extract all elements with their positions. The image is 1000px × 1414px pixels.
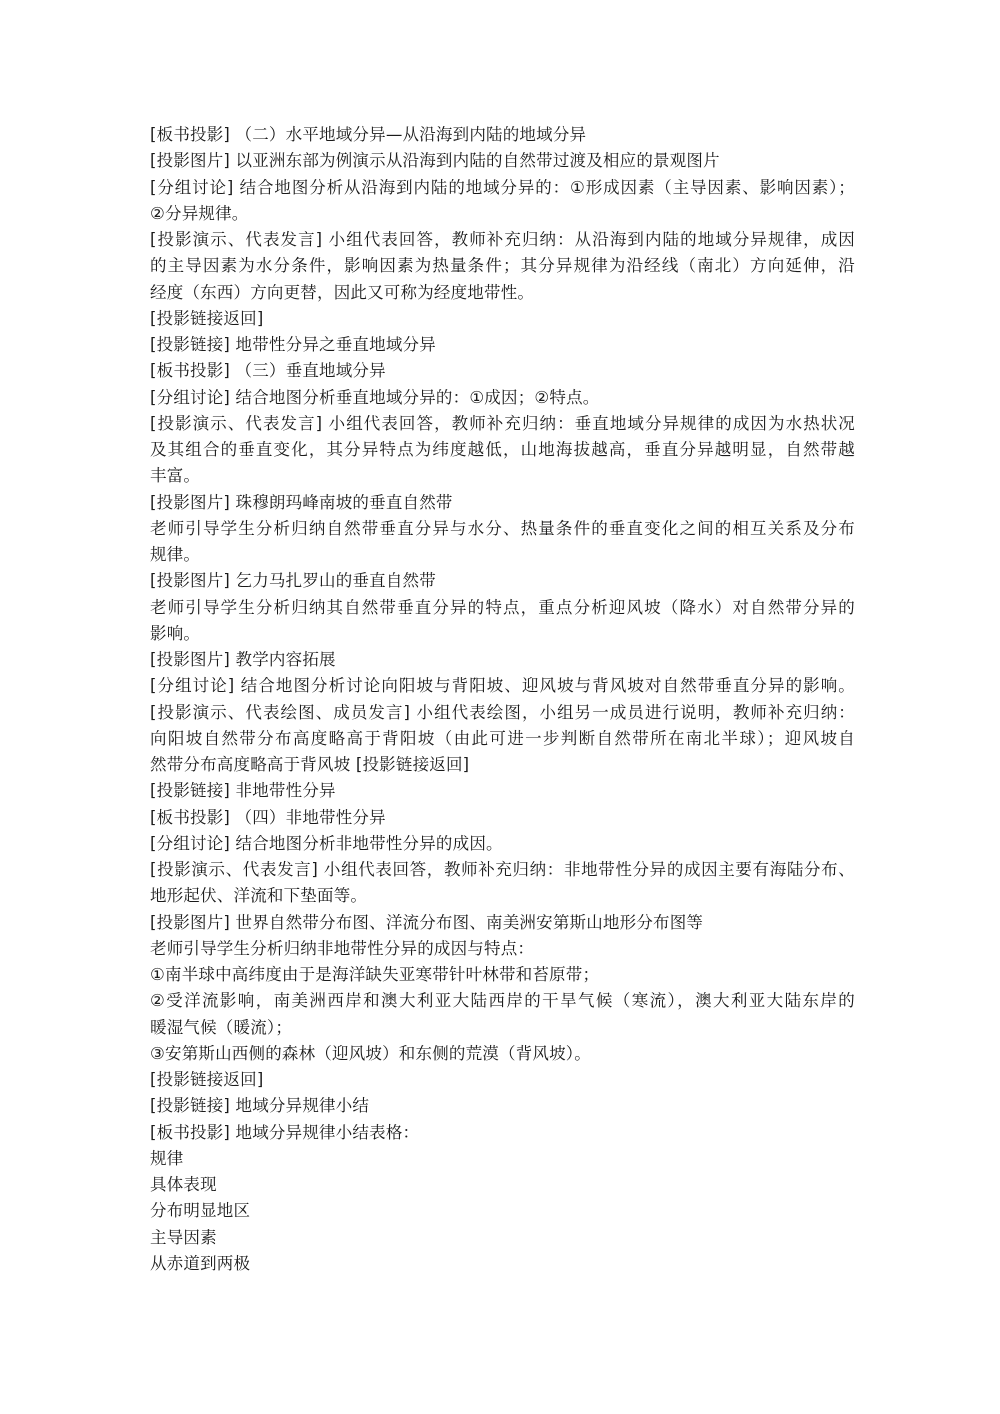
text-line: [投影演示、代表发言] 小组代表回答，教师补充归纳：垂直地域分异规律的成因为水热状况 [150,413,855,433]
text-line: [投影演示、代表发言] 小组代表回答，教师补充归纳：非地带性分异的成因主要有海陆分布、 [150,860,855,879]
text-line: [板书投影] 地域分异规律小结表格： [150,1122,420,1142]
text-line: [投影图片] 珠穆朗玛峰南坡的垂直自然带 [150,492,453,512]
text-line: 老师引导学生分析归纳其自然带垂直分异的特点，重点分析迎风坡（降水）对自然带分异的 [150,597,855,617]
text-line: [投影图片] 世界自然带分布图、洋流分布图、南美洲安第斯山地形分布图等 [150,912,704,932]
text-line: [分组讨论] 结合地图分析非地带性分异的成因。 [150,833,503,853]
text-line: [分组讨论] 结合地图分析垂直地域分异的：①成因；②特点。 [150,387,600,407]
text-line: 老师引导学生分析归纳非地带性分异的成因与特点： [150,938,535,958]
text-line: 老师引导学生分析归纳自然带垂直分异与水分、热量条件的垂直变化之间的相互关系及分布 [150,518,855,538]
text-line: [投影链接] 地带性分异之垂直地域分异 [150,335,436,354]
text-line: [板书投影] （三）垂直地域分异 [150,361,386,381]
text-line: 向阳坡自然带分布高度略高于背阳坡（由此可进一步判断自然带所在南北半球）；迎风坡自 [150,728,855,748]
text-line: [投影演示、代表绘图、成员发言] 小组代表绘图，小组另一成员进行说明，教师补充归纳： [150,702,855,722]
text-line: ①南半球中高纬度由于是海洋缺失亚寒带针叶林带和苔原带； [150,965,600,984]
text-line: [分组讨论] 结合地图分析从沿海到内陆的地域分异的：①形成因素（主导因素、影响因素）； [150,177,855,197]
text-line: [投影图片] 乞力马扎罗山的垂直自然带 [150,571,436,591]
text-line: 规律。 [150,545,201,564]
table-header-cell: 具体表现 [150,1175,217,1194]
document-body [150,122,855,1277]
table-cell: 从赤道到两极 [150,1253,251,1273]
text-line: 然带分布高度略高于背风坡 [投影链接返回] [150,755,470,774]
text-line: [投影图片] 教学内容拓展 [150,650,336,669]
text-line: 的主导因素为水分条件，影响因素为热量条件；其分异规律为沿经线（南北）方向延伸，沿 [150,256,855,276]
text-line: [投影链接] 地域分异规律小结 [150,1096,370,1116]
table-header-cell: 主导因素 [150,1227,217,1247]
text-line: [投影演示、代表发言] 小组代表回答，教师补充归纳：从沿海到内陆的地域分异规律，成因 [150,230,855,249]
table-header-cell: 分布明显地区 [150,1201,251,1221]
text-line: 及其组合的垂直变化，其分异特点为纬度越低，山地海拔越高，垂直分异越明显，自然带越 [150,440,855,459]
text-line: [投影链接] 非地带性分异 [150,781,336,801]
text-line: ②分异规律。 [150,203,249,223]
text-line: [投影图片] 以亚洲东部为例演示从沿海到内陆的自然带过渡及相应的景观图片 [150,151,720,171]
text-line: 地形起伏、洋流和下垫面等。 [150,886,368,906]
text-line: ③安第斯山西侧的森林（迎风坡）和东侧的荒漠（背风坡）。 [150,1043,591,1063]
text-line: [板书投影] （二）水平地域分异—从沿海到内陆的地域分异 [150,125,587,144]
text-line: 影响。 [150,623,201,643]
text-line: ②受洋流影响，南美洲西岸和澳大利亚大陆西岸的干旱气候（寒流），澳大利亚大陆东岸的 [150,991,855,1011]
text-line: [投影链接返回] [150,308,264,328]
text-line: [投影链接返回] [150,1070,264,1089]
text-line: 丰富。 [150,466,201,486]
text-line: [板书投影] （四）非地带性分异 [150,807,386,827]
text-line: [分组讨论] 结合地图分析讨论向阳坡与背阳坡、迎风坡与背风坡对自然带垂直分异的影响。 [150,676,855,696]
table-header-cell: 规律 [150,1148,184,1168]
text-line: 经度（东西）方向更替，因此又可称为经度地带性。 [150,282,535,302]
text-line: 暖湿气候（暖流）； [150,1017,293,1037]
